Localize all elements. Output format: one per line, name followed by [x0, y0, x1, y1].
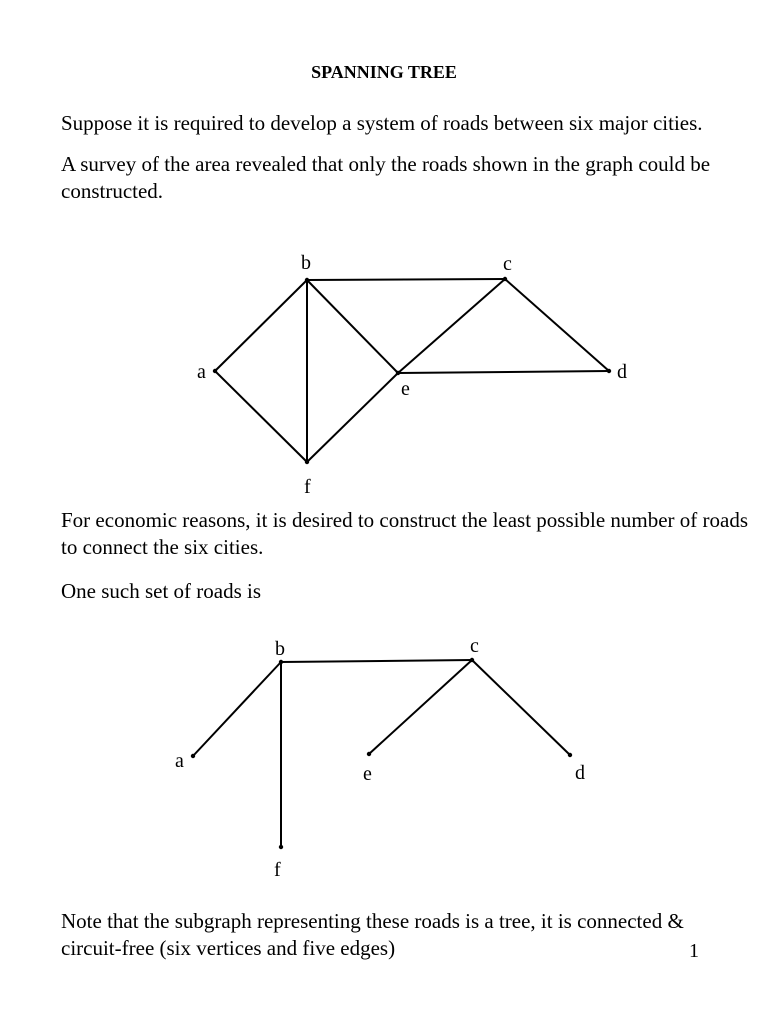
- edge-c-e: [369, 660, 472, 754]
- edge-e-c: [398, 279, 505, 373]
- edge-a-f: [215, 371, 307, 462]
- edge-b-c: [307, 279, 505, 280]
- edge-c-d: [472, 660, 570, 755]
- vertex-label-a: a: [197, 361, 206, 383]
- vertex-label-c: c: [503, 253, 512, 275]
- page-title: SPANNING TREE: [311, 62, 457, 82]
- paragraph-one-set: One such set of roads is: [61, 579, 262, 603]
- vertex-c: [470, 658, 474, 662]
- edge-b-c: [281, 660, 472, 662]
- vertex-label-b: b: [301, 252, 311, 274]
- edge-b-e: [307, 280, 398, 373]
- vertex-label-a: a: [175, 750, 184, 772]
- vertex-label-d: d: [617, 361, 627, 383]
- vertex-e: [396, 371, 400, 375]
- edge-c-d: [505, 279, 609, 371]
- edge-a-b: [215, 280, 307, 371]
- paragraph-intro: Suppose it is required to develop a system of roads between six major cities.: [61, 111, 703, 135]
- vertex-b: [305, 278, 309, 282]
- vertex-b: [279, 660, 283, 664]
- vertex-a: [191, 754, 195, 758]
- vertex-d: [568, 753, 572, 757]
- road-network-graph: [0, 240, 768, 500]
- vertex-a: [213, 369, 217, 373]
- vertex-label-b: b: [275, 638, 285, 660]
- vertex-label-f: f: [274, 859, 281, 881]
- vertex-f: [279, 845, 283, 849]
- spanning-tree-graph: [0, 625, 768, 885]
- paragraph-survey: A survey of the area revealed that only the roads shown in the graph could be constructed.: [61, 152, 711, 203]
- page-number: 1: [689, 940, 699, 962]
- vertex-f: [305, 460, 309, 464]
- vertex-label-d: d: [575, 762, 585, 784]
- vertex-c: [503, 277, 507, 281]
- vertex-e: [367, 752, 371, 756]
- vertex-label-c: c: [470, 635, 479, 657]
- paragraph-note: Note that the subgraph representing these roads is a tree, it is connected & circuit-free (six vertices and five edges): [61, 909, 684, 960]
- vertex-d: [607, 369, 611, 373]
- edge-a-b: [193, 662, 281, 756]
- edge-f-e: [307, 373, 398, 462]
- edge-e-d: [398, 371, 609, 373]
- vertex-label-f: f: [304, 476, 311, 498]
- vertex-label-e: e: [401, 378, 410, 400]
- vertex-label-e: e: [363, 763, 372, 785]
- paragraph-economic: For economic reasons, it is desired to construct the least possible number of roads to connect the six cities.: [61, 508, 749, 559]
